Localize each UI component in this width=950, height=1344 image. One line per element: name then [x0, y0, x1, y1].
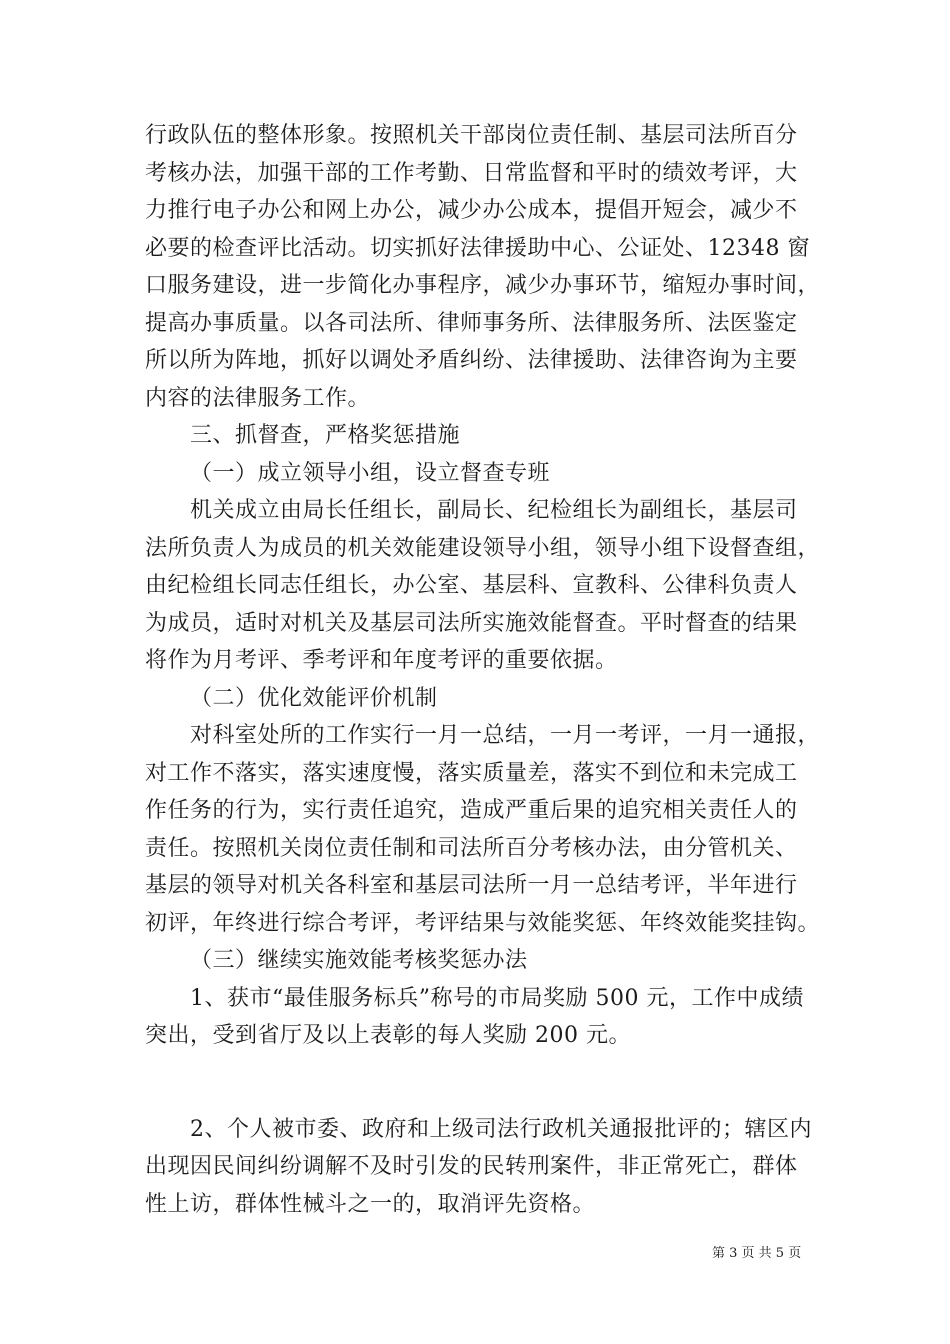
text-line: 考核办法，加强干部的工作考勤、日常监督和平时的绩效考评，大: [145, 161, 798, 186]
text-line: 为成员，适时对机关及基层司法所实施效能督查。平时督查的结果: [145, 611, 798, 636]
text-line: 出现因民间纠纷调解不及时引发的民转刑案件，非正常死亡，群体: [145, 1154, 798, 1179]
text-line: 作任务的行为，实行责任追究，造成严重后果的追究相关责任人的: [145, 798, 798, 823]
text-line: 内容的法律服务工作。: [145, 386, 371, 411]
section-heading: 三、抓督查，严格奖惩措施: [190, 423, 461, 448]
text-line: 对工作不落实，落实速度慢，落实质量差，落实不到位和未完成工: [145, 761, 798, 786]
text-line: 必要的检查评比活动。切实抓好法律援助中心、公证处、12348 窗: [145, 236, 810, 261]
page-number: 第 3 页 共 5 页: [712, 1246, 802, 1261]
text-line: 口服务建设，进一步简化办事程序，减少办事环节，缩短办事时间，: [145, 273, 821, 298]
text-line: 2、个人被市委、政府和上级司法行政机关通报批评的；辖区内: [190, 1117, 812, 1142]
text-line: 责任。按照机关岗位责任制和司法所百分考核办法，由分管机关、: [145, 836, 798, 861]
text-line: 所以所为阵地，抓好以调处矛盾纠纷、法律援助、法律咨询为主要: [145, 348, 798, 373]
subsection-heading: （二）优化效能评价机制: [190, 686, 438, 711]
text-line: 力推行电子办公和网上办公，减少办公成本，提倡开短会，减少不: [145, 198, 798, 223]
text-line: 提高办事质量。以各司法所、律师事务所、法律服务所、法医鉴定: [145, 311, 798, 336]
text-line: 基层的领导对机关各科室和基层司法所一月一总结考评，半年进行: [145, 873, 798, 898]
text-line: 将作为月考评、季考评和年度考评的重要依据。: [145, 648, 618, 673]
text-line: 行政队伍的整体形象。按照机关干部岗位责任制、基层司法所百分: [145, 123, 798, 148]
subsection-heading: （一）成立领导小组，设立督查专班: [190, 461, 551, 486]
text-line: 法所负责人为成员的机关效能建设领导小组，领导小组下设督查组，: [145, 536, 821, 561]
text-line: 由纪检组长同志任组长，办公室、基层科、宣教科、公律科负责人: [145, 573, 798, 598]
text-line: 对科室处所的工作实行一月一总结，一月一考评，一月一通报，: [190, 723, 821, 748]
text-line: 1、获市“最佳服务标兵”称号的市局奖励 500 元，工作中成绩: [190, 986, 804, 1011]
text-line: 性上访，群体性械斗之一的，取消评先资格。: [145, 1192, 596, 1217]
text-line: 机关成立由局长任组长，副局长、纪检组长为副组长，基层司: [190, 498, 798, 523]
subsection-heading: （三）继续实施效能考核奖惩办法: [190, 948, 528, 973]
text-line: 初评，年终进行综合考评，考评结果与效能奖惩、年终效能奖挂钩。: [145, 911, 821, 936]
text-line: 突出，受到省厅及以上表彰的每人奖励 200 元。: [145, 1023, 631, 1048]
